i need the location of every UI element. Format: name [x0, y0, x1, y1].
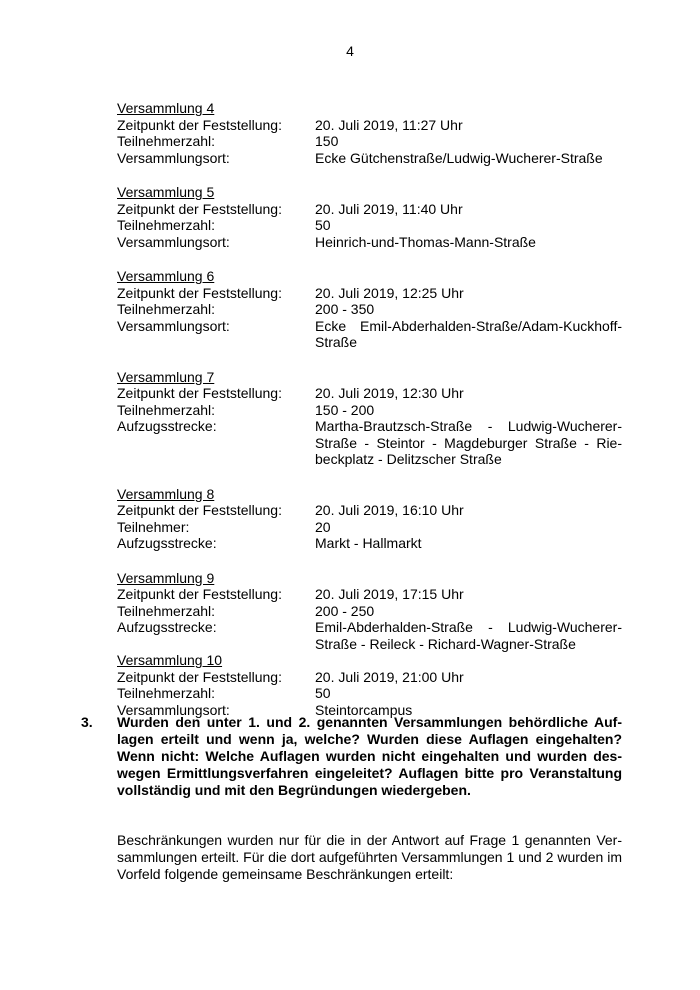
assembly-row — [117, 402, 622, 419]
assembly-row — [117, 685, 622, 702]
row-label: Aufzugsstrecke: — [117, 535, 217, 551]
row-value: 150 — [315, 133, 339, 149]
assembly-title: Versammlung 10 — [117, 652, 223, 668]
assembly-list — [117, 100, 622, 736]
assembly-title: Versammlung 4 — [117, 100, 215, 116]
assembly-title: Versammlung 5 — [117, 184, 215, 200]
row-label: Aufzugsstrecke: — [117, 619, 217, 635]
row-value: 200 - 250 — [315, 602, 375, 619]
assembly-row — [117, 150, 622, 167]
row-label: Teilnehmer: — [117, 518, 190, 535]
row-label: Versammlungsort: — [117, 233, 230, 250]
row-value: 20 — [315, 518, 331, 535]
row-value: 20. Juli 2019, 16:10 Uhr — [315, 502, 464, 518]
assembly-title: Versammlung 7 — [117, 368, 215, 385]
assembly-row — [117, 502, 622, 519]
row-label: Teilnehmerzahl: — [117, 602, 216, 619]
answer-paragraph: Beschränkungen wurden nur für die in der Antwort auf Frage 1 genannten Ver-sammlungen erteilt. Für die dort aufgeführten Versammlungen 1 und 2 wurden im Vorfeld folgende gemeinsame Beschränkungen erteilt: — [117, 832, 622, 882]
assembly-row — [117, 619, 622, 652]
row-label: Zeitpunkt der Feststellung: — [117, 116, 282, 133]
row-label: Aufzugsstrecke: — [117, 418, 217, 434]
row-value: Markt - Hallmarkt — [315, 535, 422, 551]
assembly-row — [117, 385, 622, 402]
row-value: Ecke Emil-Abderhalden-Straße/Adam-Kuckhoff-Straße — [315, 317, 622, 350]
assembly-row — [117, 234, 622, 251]
row-value: 150 - 200 — [315, 401, 375, 418]
assembly-row — [117, 301, 622, 318]
assembly-title: Versammlung 8 — [117, 485, 215, 502]
row-value: 50 — [315, 217, 331, 233]
assembly-row — [117, 535, 622, 552]
row-label: Zeitpunkt der Feststellung: — [117, 284, 282, 301]
assembly-title: Versammlung 9 — [117, 569, 215, 586]
assembly-row — [117, 285, 622, 302]
row-label: Teilnehmerzahl: — [117, 685, 216, 701]
row-value: Heinrich-und-Thomas-Mann-Straße — [315, 233, 536, 250]
assembly-8 — [117, 486, 622, 552]
assembly-9 — [117, 570, 622, 653]
row-value: Ecke Gütchenstraße/Ludwig-Wucherer-Straße — [315, 149, 603, 166]
row-label: Teilnehmerzahl: — [117, 217, 216, 233]
assembly-7 — [117, 369, 622, 468]
row-label: Zeitpunkt der Feststellung: — [117, 200, 282, 217]
row-value: 20. Juli 2019, 21:00 Uhr — [315, 668, 464, 685]
row-label: Zeitpunkt der Feststellung: — [117, 586, 282, 602]
row-label: Versammlungsort: — [117, 317, 230, 334]
assembly-row — [117, 519, 622, 536]
assembly-row — [117, 201, 622, 218]
page-number: 4 — [346, 43, 354, 59]
row-value: 50 — [315, 685, 331, 701]
row-label: Zeitpunkt der Feststellung: — [117, 385, 282, 401]
row-value: 20. Juli 2019, 17:15 Uhr — [315, 586, 464, 602]
row-value: Steintorcampus — [315, 701, 413, 718]
row-label: Versammlungsort: — [117, 149, 230, 166]
row-label: Teilnehmerzahl: — [117, 133, 216, 149]
assembly-row — [117, 217, 622, 234]
assembly-10 — [117, 652, 622, 718]
row-value: 20. Juli 2019, 11:27 Uhr — [315, 116, 463, 133]
row-value: 20. Juli 2019, 11:40 Uhr — [315, 200, 463, 217]
assembly-title: Versammlung 6 — [117, 268, 215, 284]
row-value: 20. Juli 2019, 12:30 Uhr — [315, 385, 464, 401]
assembly-row — [117, 318, 622, 351]
assembly-row — [117, 603, 622, 620]
row-value: Emil-Abderhalden-Straße - Ludwig-Wucherer-Straße - Reileck - Richard-Wagner-Straße — [315, 619, 622, 652]
assembly-row — [117, 133, 622, 150]
row-label: Zeitpunkt der Feststellung: — [117, 502, 282, 518]
row-label: Zeitpunkt der Feststellung: — [117, 668, 282, 685]
assembly-row — [117, 586, 622, 603]
assembly-row — [117, 117, 622, 134]
assembly-5 — [117, 184, 622, 250]
assembly-4 — [117, 100, 622, 166]
question-number: 3. — [81, 714, 93, 730]
row-label: Teilnehmerzahl: — [117, 301, 216, 317]
row-value: 20. Juli 2019, 12:25 Uhr — [315, 284, 464, 301]
row-value: 200 - 350 — [315, 301, 375, 317]
assembly-row — [117, 669, 622, 686]
question-text: Wurden den unter 1. und 2. genannten Versammlungen behördliche Auf-lagen erteilt und wenn ja, welche? Wurden diese Auflagen eingehalten? Wenn nicht: Welche Auflagen wurden nicht eingehalten und wurden des-wegen Ermittlungsverfahren eingeleitet? Auflagen bitte pro Veranstaltung vollständig und mit den Begründungen wiedergeben. — [117, 714, 622, 798]
question-block — [81, 714, 622, 799]
row-label: Versammlungsort: — [117, 701, 230, 718]
assembly-row — [117, 418, 622, 468]
row-value: Martha-Brautzsch-Straße - Ludwig-Wucherer-Straße - Steintor - Magdeburger Straße - Rie-beckplatz - Delitzscher Straße — [315, 418, 622, 467]
assembly-6 — [117, 268, 622, 351]
row-label: Teilnehmerzahl: — [117, 401, 216, 418]
